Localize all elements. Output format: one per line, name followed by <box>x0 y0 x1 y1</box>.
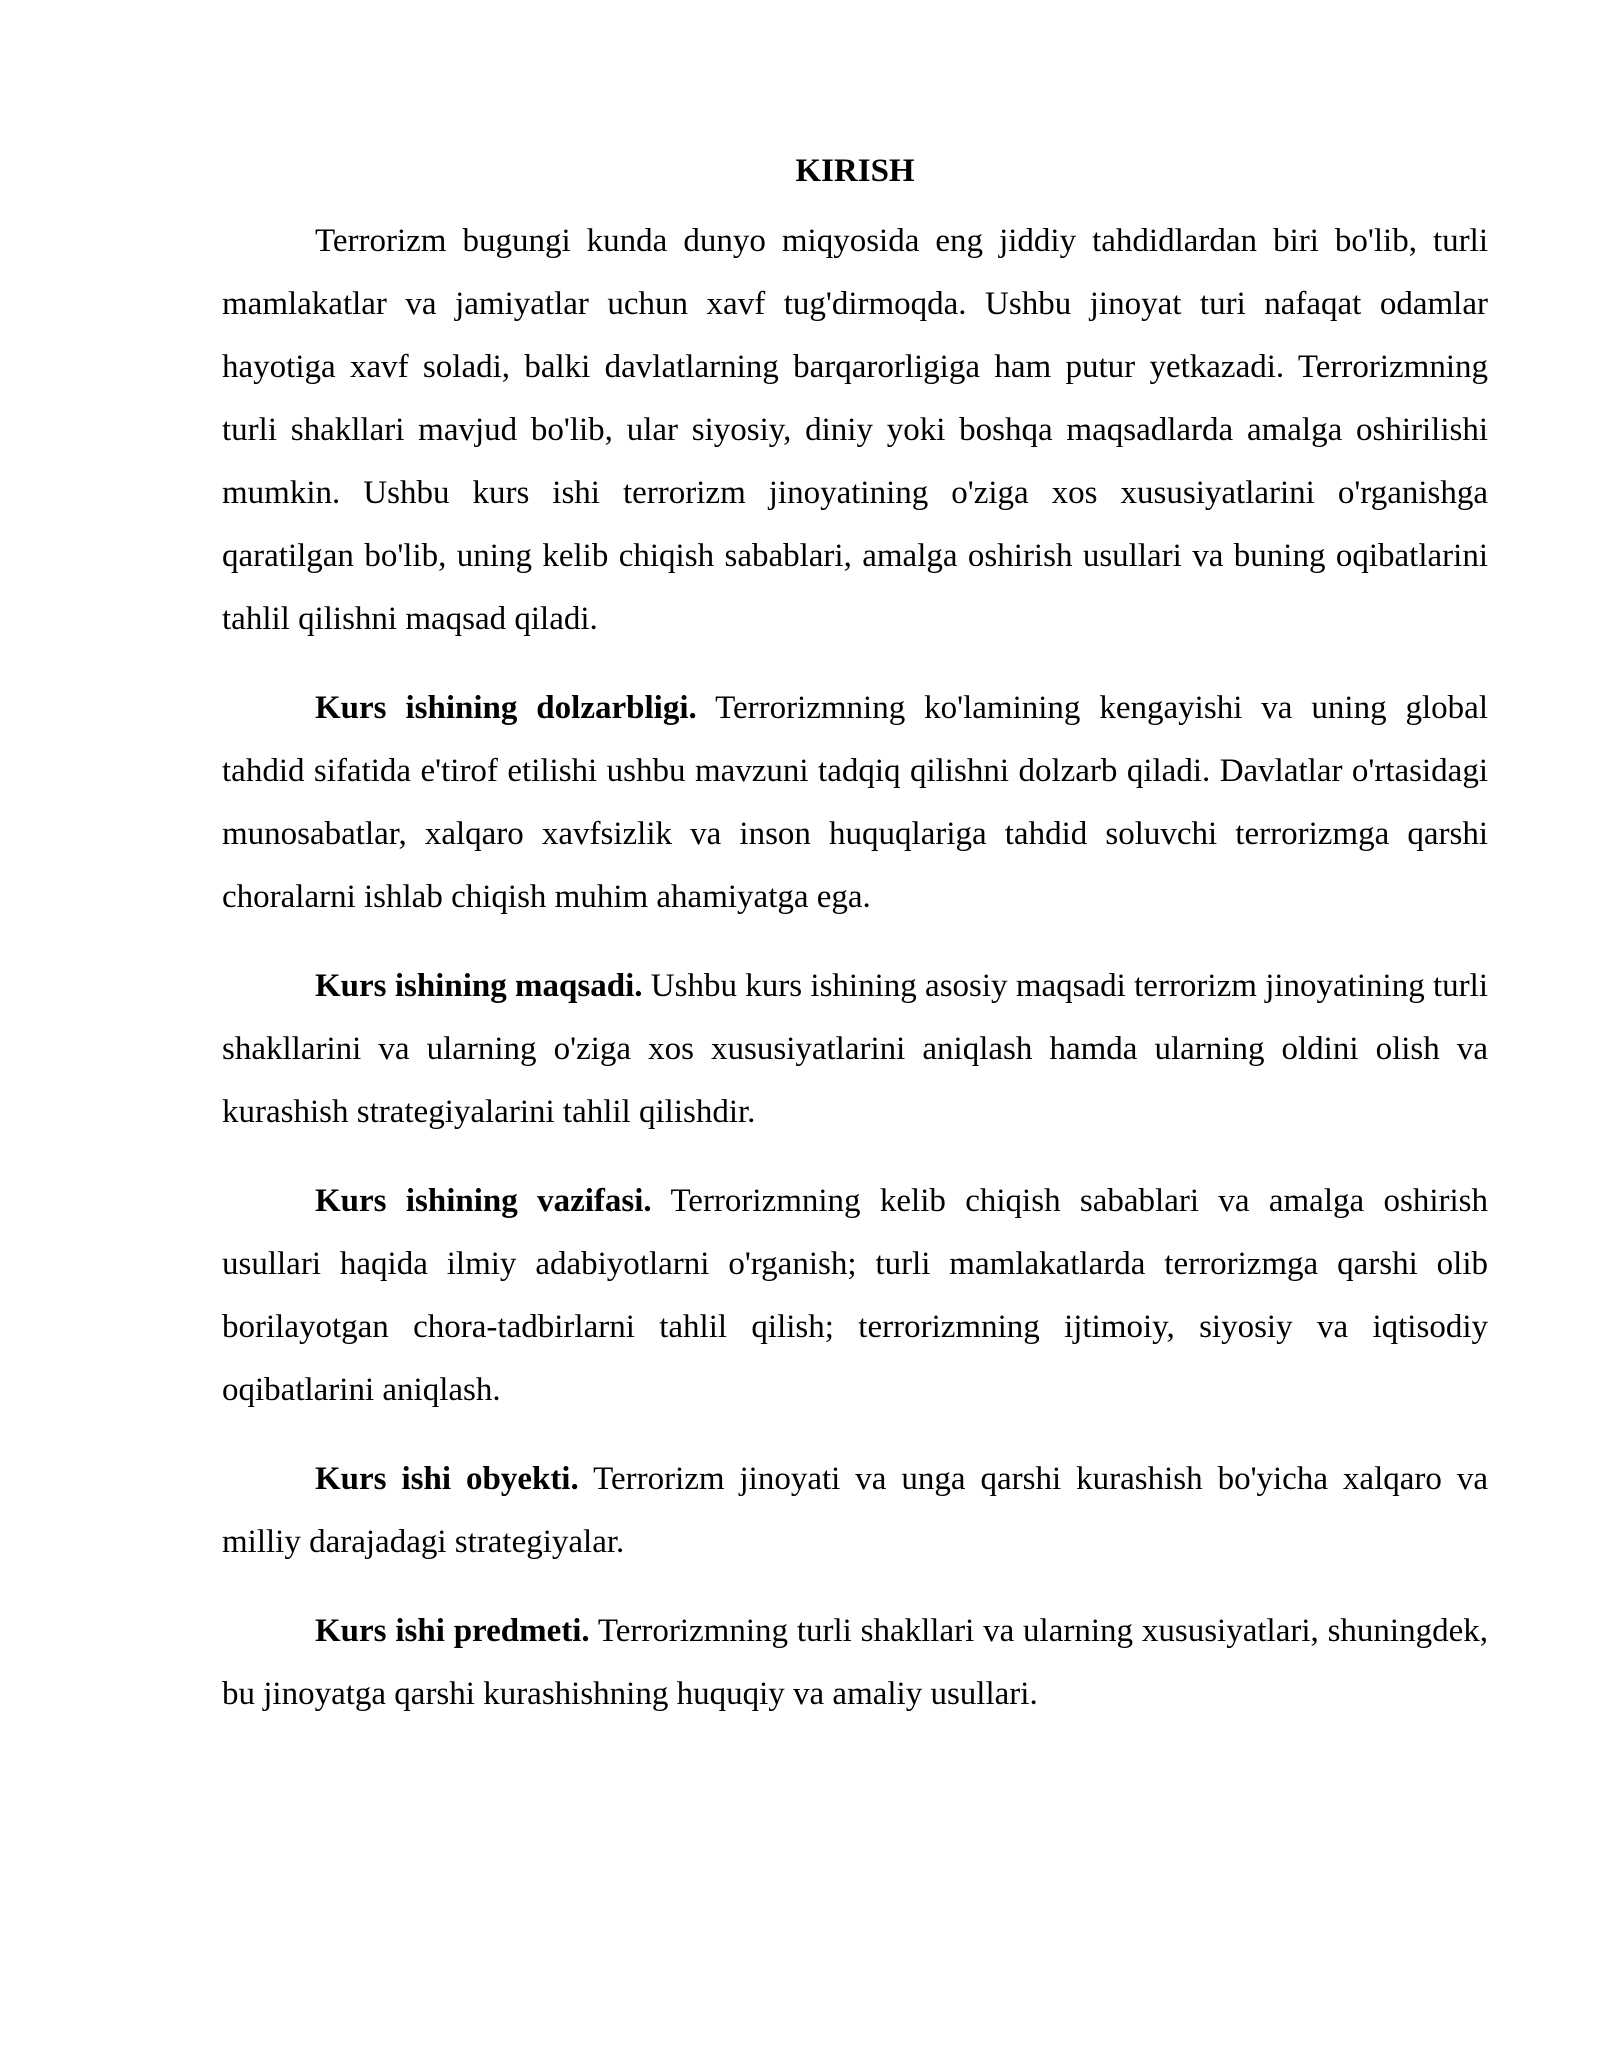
section-subject <box>222 1600 1488 1726</box>
section-subject-text: Terrorizmning turli shakllari va ularning xususiyatlari, shuningdek, bu jinoyatga qarshi kurashishning huquqiy va amaliy usullari. <box>222 1613 1488 1712</box>
section-relevance <box>222 677 1488 929</box>
intro-paragraph: Terrorizm bugungi kunda dunyo miqyosida eng jiddiy tahdidlardan biri bo'lib, turli mamlakatlar va jamiyatlar uchun xavf tug'dirmoqda. Ushbu jinoyat turi nafaqat odamlar hayotiga xavf soladi, balki davlatlarning barqarorligiga ham putur yetkazadi. Terrorizmning turli shakllari mavjud bo'lib, ular siyosiy, diniy yoki boshqa maqsadlarda amalga oshirilishi mumkin. Ushbu kurs ishi terrorizm jinoyatining o'ziga xos xususiyatlarini o'rganishga qaratilgan bo'lib, uning kelib chiqish sabablari, amalga oshirish usullari va buning oqibatlarini tahlil qilishni maqsad qiladi. <box>222 223 1488 637</box>
section-tasks <box>222 1170 1488 1422</box>
document-body <box>222 150 1488 1752</box>
section-tasks-lead: Kurs ishining vazifasi. <box>315 1183 652 1219</box>
section-goal-lead: Kurs ishining maqsadi. <box>315 968 643 1004</box>
section-tasks-text: Terrorizmning kelib chiqish sabablari va amalga oshirish usullari haqida ilmiy adabiyotlarni o'rganish; turli mamlakatlarda terrorizmga qarshi olib borilayotgan chora-tadbirlarni tahlil qilish; terrorizmning ijtimoiy, siyosiy va iqtisodiy oqibatlarini aniqlash. <box>222 1183 1488 1408</box>
section-goal <box>222 955 1488 1144</box>
section-object <box>222 1448 1488 1574</box>
section-relevance-lead: Kurs ishining dolzarbligi. <box>315 690 697 726</box>
section-subject-lead: Kurs ishi predmeti. <box>315 1613 590 1649</box>
section-object-lead: Kurs ishi obyekti. <box>315 1461 579 1497</box>
section-goal-text: Ushbu kurs ishining asosiy maqsadi terrorizm jinoyatining turli shakllarini va ularning o'ziga xos xususiyatlarini aniqlash hamda ularning oldini olish va kurashish strategiyalarini tahlil qilishdir. <box>222 968 1488 1130</box>
page-title: KIRISH <box>795 153 915 189</box>
section-object-text: Terrorizm jinoyati va unga qarshi kurashish bo'yicha xalqaro va milliy darajadagi strategiyalar. <box>222 1461 1488 1560</box>
section-relevance-text: Terrorizmning ko'lamining kengayishi va uning global tahdid sifatida e'tirof etilishi ushbu mavzuni tadqiq qilishni dolzarb qiladi. Davlatlar o'rtasidagi munosabatlar, xalqaro xavfsizlik va inson huquqlariga tahdid soluvchi terrorizmga qarshi choralarni ishlab chiqish muhim ahamiyatga ega. <box>222 690 1488 915</box>
